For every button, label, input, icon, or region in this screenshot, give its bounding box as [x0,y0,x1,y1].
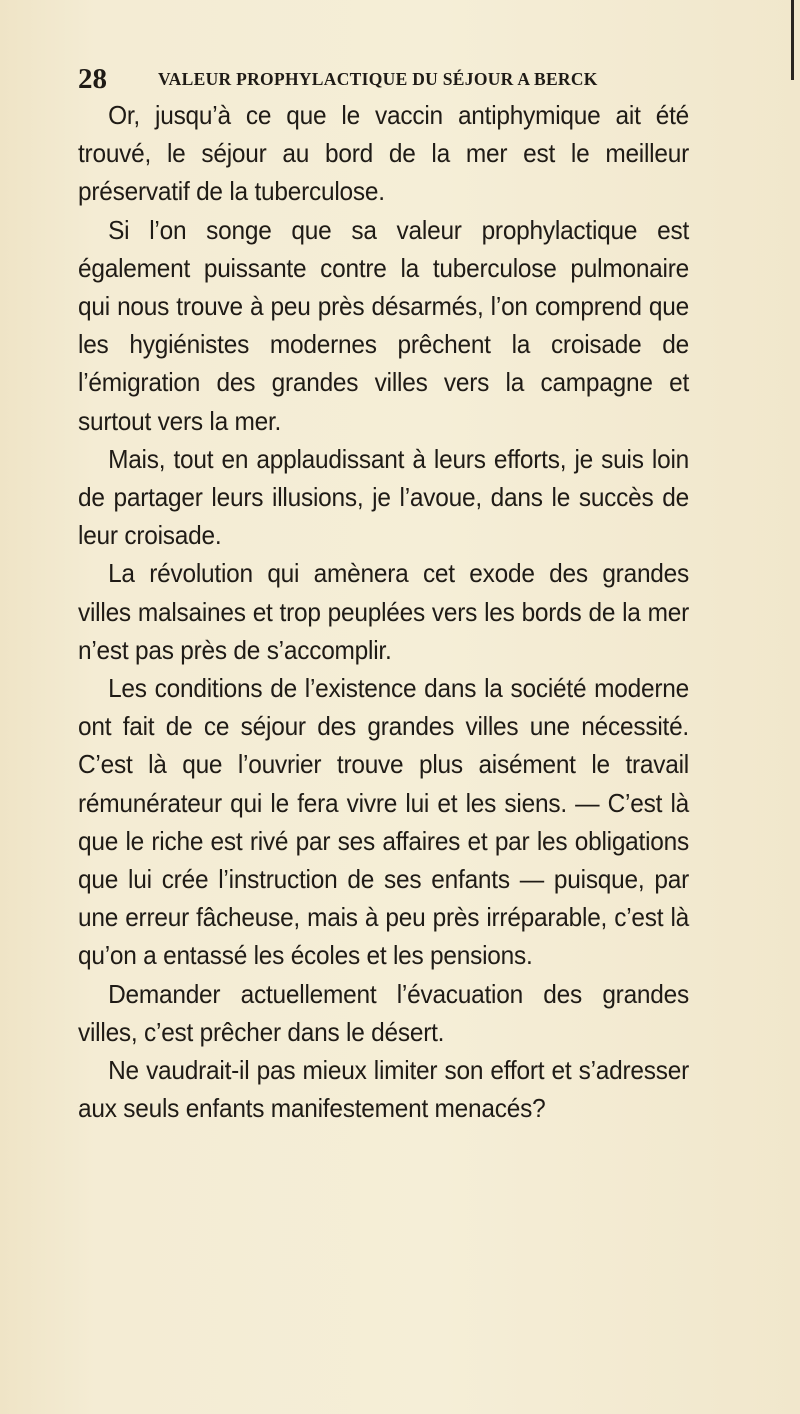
page-edge-line [791,0,794,80]
running-title: VALEUR PROPHYLACTIQUE DU SÉJOUR A BERCK [158,69,598,89]
paragraph-6: Demander actuellement l’évacuation des grandes villes, c’est prêcher dans le désert. [78,978,689,1047]
body-text [78,96,689,1127]
paragraph-7: Ne vaudrait-il pas mieux limiter son effort et s’adresser aux seuls enfants manifestement menacés? [78,1055,689,1124]
paragraph-1: Or, jusqu’à ce que le vaccin antiphymique ait été trouvé, le séjour au bord de la mer est le meilleur préservatif de la tuberculose. [78,100,689,207]
page-header [78,62,738,98]
paragraph-3: Mais, tout en applaudissant à leurs efforts, je suis loin de partager leurs illusions, je l’avoue, dans le succès de leur croisade. [78,443,689,551]
paragraph-5: Les conditions de l’existence dans la société moderne ont fait de ce séjour des grandes villes une nécessité. C’est là que l’ouvrier trouve plus aisément le travail rémunérateur qui le fera vivre lui et les siens. — C’est là que le riche est rivé par ses affaires et par les obligations que lui crée l’instruction de ses enfants — puisque, par une erreur fâcheuse, mais à peu près irréparable, c’est là qu’on a entassé les écoles et les pensions. [78,673,689,971]
page-number: 28 [78,63,107,95]
paragraph-2: Si l’on songe que sa valeur prophylactique est également puissante contre la tuberculose pulmonaire qui nous trouve à peu près désarmés, l’on comprend que les hygiénistes modernes prêchent la croisade de l’émigration des grandes villes vers la campagne et surtout vers la mer. [78,214,689,436]
paragraph-4: La révolution qui amènera cet exode des grandes villes malsaines et trop peuplées vers les bords de la mer n’est pas près de s’accomplir. [78,558,689,665]
